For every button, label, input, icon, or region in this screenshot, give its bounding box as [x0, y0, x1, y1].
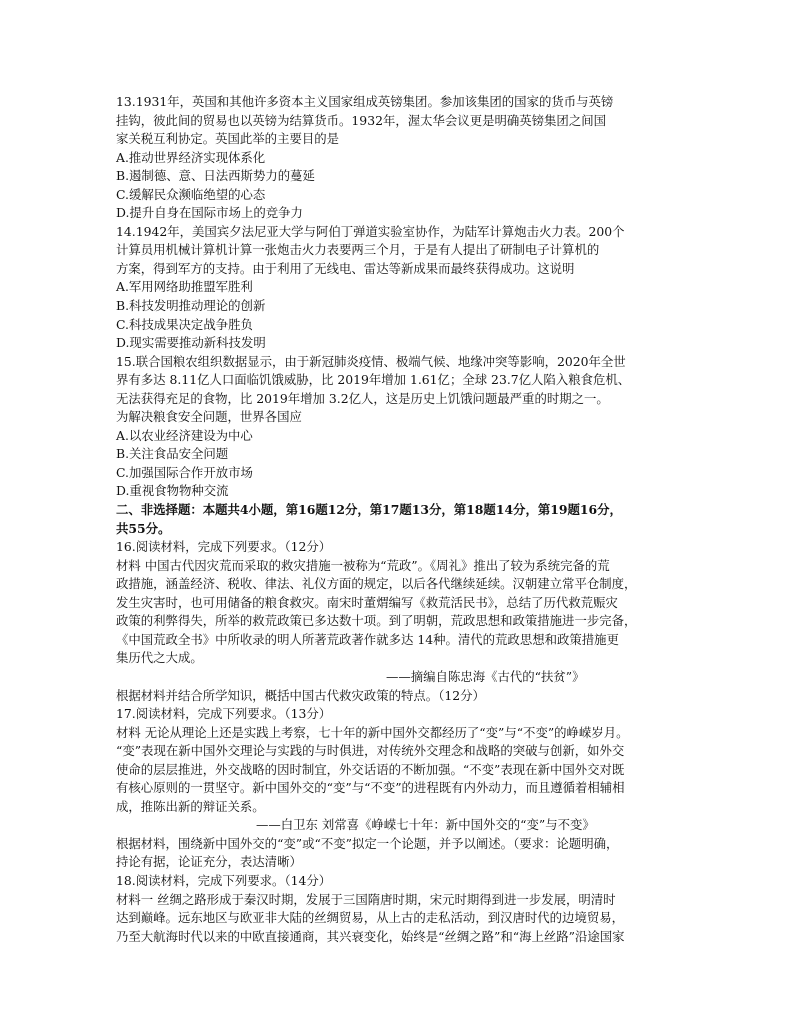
q14-stem-line-2: 计算员用机械计算机计算一张炮击火力表要两三个月，于是有人提出了研制电子计算机的 [116, 242, 600, 258]
q13-stem-line-1: 13.1931年，英国和其他许多资本主义国家组成英镑集团。参加该集团的国家的货币与英镑 [116, 94, 614, 109]
document-page [116, 93, 696, 946]
q16-material-line-6: 集历代之大成。 [116, 650, 203, 666]
q16-material-line-4: 政策的利弊得失，所举的救荒政策已多达数十项。到了明朝，荒政思想和政策措施进一步完备， [116, 613, 637, 629]
q15-stem-line-1: 15.联合国粮农组织数据显示，由于新冠肺炎疫情、极端气候、地缘冲突等影响，2020年全世 [116, 353, 626, 369]
section-heading-line-1: 二、非选择题：本题共4小题，第16题12分，第17题13分，第18题14分，第19题16分， [116, 502, 622, 518]
q18-material-line-1: 材料一 丝绸之路形成于秦汉时期，发展于三国隋唐时期，宋元时期得到进一步发展，明清时 [116, 891, 616, 907]
q16-material-line-3: 发生灾害时，也可用储备的粮食救灾。南宋时董煟编写《救荒活民书》，总结了历代救荒赈灾 [116, 594, 618, 610]
q17-material-line-1: 材料 无论从理论上还是实践上考察，七十年的新中国外交都经历了“变”与“不变”的峥嵘岁月。 [116, 724, 629, 740]
q15-option-a: A.以农业经济建设为中心 [116, 427, 253, 443]
q14-option-d: D.现实需要推动新科技发明 [116, 335, 266, 351]
q18-title: 18.阅读材料，完成下列要求。（14分） [116, 872, 332, 888]
q16-material-line-2: 政措施，涵盖经济、税收、律法、礼仪方面的规定，以后各代继续延续。汉朝建立常平仓制度， [116, 576, 637, 592]
q14-option-b: B.科技发明推动理论的创新 [116, 298, 266, 314]
section-heading-line-2: 共55分。 [116, 520, 171, 536]
q17-title: 17.阅读材料，完成下列要求。（13分） [116, 706, 332, 722]
q15-stem-line-3: 无法获得充足的食物，比 2019年增加 3.2亿人，这是历史上饥饿问题最严重的时期之一。 [116, 390, 609, 406]
q17-source: ——白卫东 刘常喜《峥嵘七十年：新中国外交的“变”与不变》 [256, 817, 595, 833]
q15-stem-line-4: 为解决粮食安全问题，世界各国应 [116, 409, 302, 425]
q17-material-line-4: 有核心原则的一贯坚守。新中国外交的“变”与“不变”的进程既有内外动力，而且遵循着相辅相 [116, 780, 625, 796]
q15-option-d: D.重视食物物种交流 [116, 483, 229, 499]
q18-material-line-3: 乃至大航海时代以来的中欧直接通商，其兴衰变化，始终是“丝绸之路”和“海上丝路”沿途国家 [116, 928, 625, 944]
q14-option-a: A.军用网络助推盟军胜利 [116, 279, 253, 295]
q16-material-line-5: 《中国荒政全书》中所收录的明人所著荒政著作就多达 14种。清代的荒政思想和政策措施更 [116, 631, 619, 647]
q13-stem-line-3: 家关税互利协定。英国此举的主要目的是 [116, 131, 340, 147]
q13-option-a: A.推动世界经济实现体系化 [116, 149, 266, 165]
q17-material-line-3: 使命的层层推进，外交战略的因时制宜，外交话语的不断加强。“不变”表现在新中国外交对既 [116, 761, 625, 777]
q16-requirement: 根据材料并结合所学知识，概括中国古代救灾政策的特点。（12分） [116, 687, 485, 703]
q17-material-line-2: “变”表现在新中国外交理论与实践的与时俱进，对传统外交理念和战略的突破与创新，如外交 [116, 743, 625, 759]
q17-requirement-line-2: 持论有据，论证充分，表达清晰） [116, 854, 302, 870]
q13-option-b: B.遏制德、意、日法西斯势力的蔓延 [116, 168, 315, 184]
q15-stem-line-2: 界有多达 8.11亿人口面临饥饿威胁，比 2019年增加 1.61亿；全球 23.7亿人陷入粮食危机、 [116, 372, 631, 388]
q13-option-c: C.缓解民众濒临绝望的心态 [116, 186, 266, 202]
q15-option-c: C.加强国际合作开放市场 [116, 464, 253, 480]
q14-stem-line-3: 方案，得到军方的支持。由于利用了无线电、雷达等新成果而最终获得成功。这说明 [116, 260, 575, 276]
q17-requirement-line-1: 根据材料，围绕新中国外交的“变”或“不变”拟定一个论题，并予以阐述。（要求：论题明确， [116, 835, 619, 851]
q15-option-b: B.关注食品安全问题 [116, 446, 229, 462]
q17-material-line-5: 成，推陈出新的辩证关系。 [116, 798, 265, 814]
q18-material-line-2: 达到巅峰。远东地区与欧亚非大陆的丝绸贸易，从上古的走私活动，到汉唐时代的边境贸易， [116, 910, 625, 926]
q14-stem-line-1: 14.1942年，美国宾夕法尼亚大学与阿伯丁弹道实验室协作，为陆军计算炮击火力表。200个 [116, 223, 625, 239]
q14-option-c: C.科技成果决定战争胜负 [116, 316, 253, 332]
q16-source: ——摘编自陈忠海《古代的“扶贫”》 [386, 668, 585, 684]
q16-material-line-1: 材料 中国古代因灾荒而采取的救灾措施一被称为“荒政”。《周礼》推出了较为系统完备的荒 [116, 557, 610, 573]
q13-option-d: D.提升自身在国际市场上的竞争力 [116, 205, 303, 221]
q16-title: 16.阅读材料，完成下列要求。（12分） [116, 539, 332, 555]
q13-stem-line-2: 挂钩，彼此间的贸易也以英镑为结算货币。1932年，渥太华会议更是明确英镑集团之间国 [116, 112, 606, 128]
